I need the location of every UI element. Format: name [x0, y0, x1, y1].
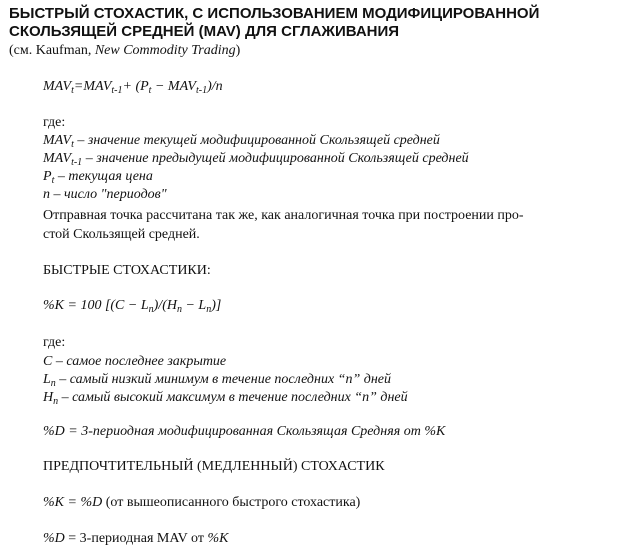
formula-subscript: t-1: [111, 85, 123, 96]
definition-symbol: H: [43, 390, 54, 405]
slow-stochastic-heading: ПРЕДПОЧТИТЕЛЬНЫЙ (МЕДЛЕННЫЙ) СТОХАСТИК: [43, 459, 385, 474]
formula-term: MAV: [43, 79, 72, 94]
definition-line: [43, 168, 153, 185]
k-formula: [43, 297, 221, 314]
definition-text: – текущая цена: [54, 169, 153, 184]
slow-k-formula: [43, 494, 360, 511]
fast-stochastics-heading: БЫСТРЫЕ СТОХАСТИКИ:: [43, 263, 211, 278]
definition-symbol: C: [43, 354, 53, 369]
definition-line: [43, 186, 167, 203]
definition-symbol: L: [43, 372, 51, 387]
document-title-line-1: БЫСТРЫЙ СТОХАСТИК, С ИСПОЛЬЗОВАНИЕМ МОДИФИЦИРОВАННОЙ: [9, 5, 540, 22]
formula-term: MAV: [83, 79, 112, 94]
definition-symbol: MAV: [43, 133, 72, 148]
formula-part: %K = 100 [(C − L: [43, 298, 149, 313]
formula-term: n: [215, 79, 223, 94]
definition-text: – самый высокий максимум в течение последних “n” дней: [58, 390, 408, 405]
citation-book-title: New Commodity Trading: [94, 43, 236, 58]
note-line-1: Отправная точка рассчитана так же, как аналогичная точка при построении про-: [43, 208, 524, 223]
note-line-2: стой Скользящей средней.: [43, 227, 200, 242]
definition-line: [43, 353, 226, 370]
definition-subscript: t-1: [71, 157, 83, 168]
formula-operator: =: [73, 79, 84, 94]
formula-operator: −: [151, 79, 168, 94]
formula-part: )/(H: [153, 298, 177, 313]
definition-line: [43, 389, 408, 406]
definition-line: [43, 132, 440, 149]
formula-subscript: t: [148, 85, 152, 96]
definition-text: – число "периодов": [50, 187, 167, 202]
document-title-line-2: СКОЛЬЗЯЩЕЙ СРЕДНЕЙ (MAV) ДЛЯ СГЛАЖИВАНИЯ: [9, 23, 400, 40]
definition-symbol: MAV: [43, 151, 72, 166]
formula-term: MAV: [167, 79, 196, 94]
formula-subscript: t-1: [195, 85, 208, 96]
formula-term: P: [140, 79, 149, 94]
definition-text: – значение текущей модифицированной Скользящей средней: [73, 133, 440, 148]
definition-subscript: t: [71, 139, 74, 150]
citation-prefix: (см. Kaufman,: [9, 43, 95, 58]
formula-text: = 3-периодная MAV от: [64, 531, 208, 546]
formula-operator: )/: [207, 79, 216, 94]
citation-suffix: ): [235, 43, 241, 58]
where-label: где:: [43, 115, 66, 130]
formula-symbol: %D: [43, 531, 65, 546]
definition-subscript: n: [53, 396, 59, 407]
mav-formula: [43, 78, 223, 95]
definition-line: [43, 371, 391, 388]
definition-text: – самый низкий минимум в течение последних “n” дней: [55, 372, 391, 387]
formula-symbol: %K: [207, 531, 229, 546]
formula-symbol: %K = %D: [43, 495, 103, 510]
formula-part: )]: [211, 298, 222, 313]
definition-subscript: t: [51, 175, 55, 186]
citation: [9, 42, 240, 59]
definition-text: – значение предыдущей модифицированной Скользящей средней: [82, 151, 469, 166]
where-label: где:: [43, 335, 66, 350]
definition-text: – самое последнее закрытие: [52, 354, 227, 369]
formula-subscript: t: [71, 85, 74, 96]
definition-subscript: n: [50, 378, 56, 389]
definition-symbol: P: [43, 169, 52, 184]
d-formula: %D = 3-периодная модифицированная Скользящая Средняя от %K: [43, 424, 446, 439]
formula-subscript: n: [206, 304, 212, 315]
formula-operator: + (: [122, 79, 141, 94]
formula-subscript: n: [176, 304, 182, 315]
formula-subscript: n: [148, 304, 154, 315]
definition-line: [43, 150, 469, 167]
formula-text: (от вышеописанного быстрого стохастика): [102, 495, 361, 510]
definition-symbol: n: [43, 187, 50, 202]
slow-d-formula: [43, 530, 228, 547]
formula-part: − L: [181, 298, 207, 313]
